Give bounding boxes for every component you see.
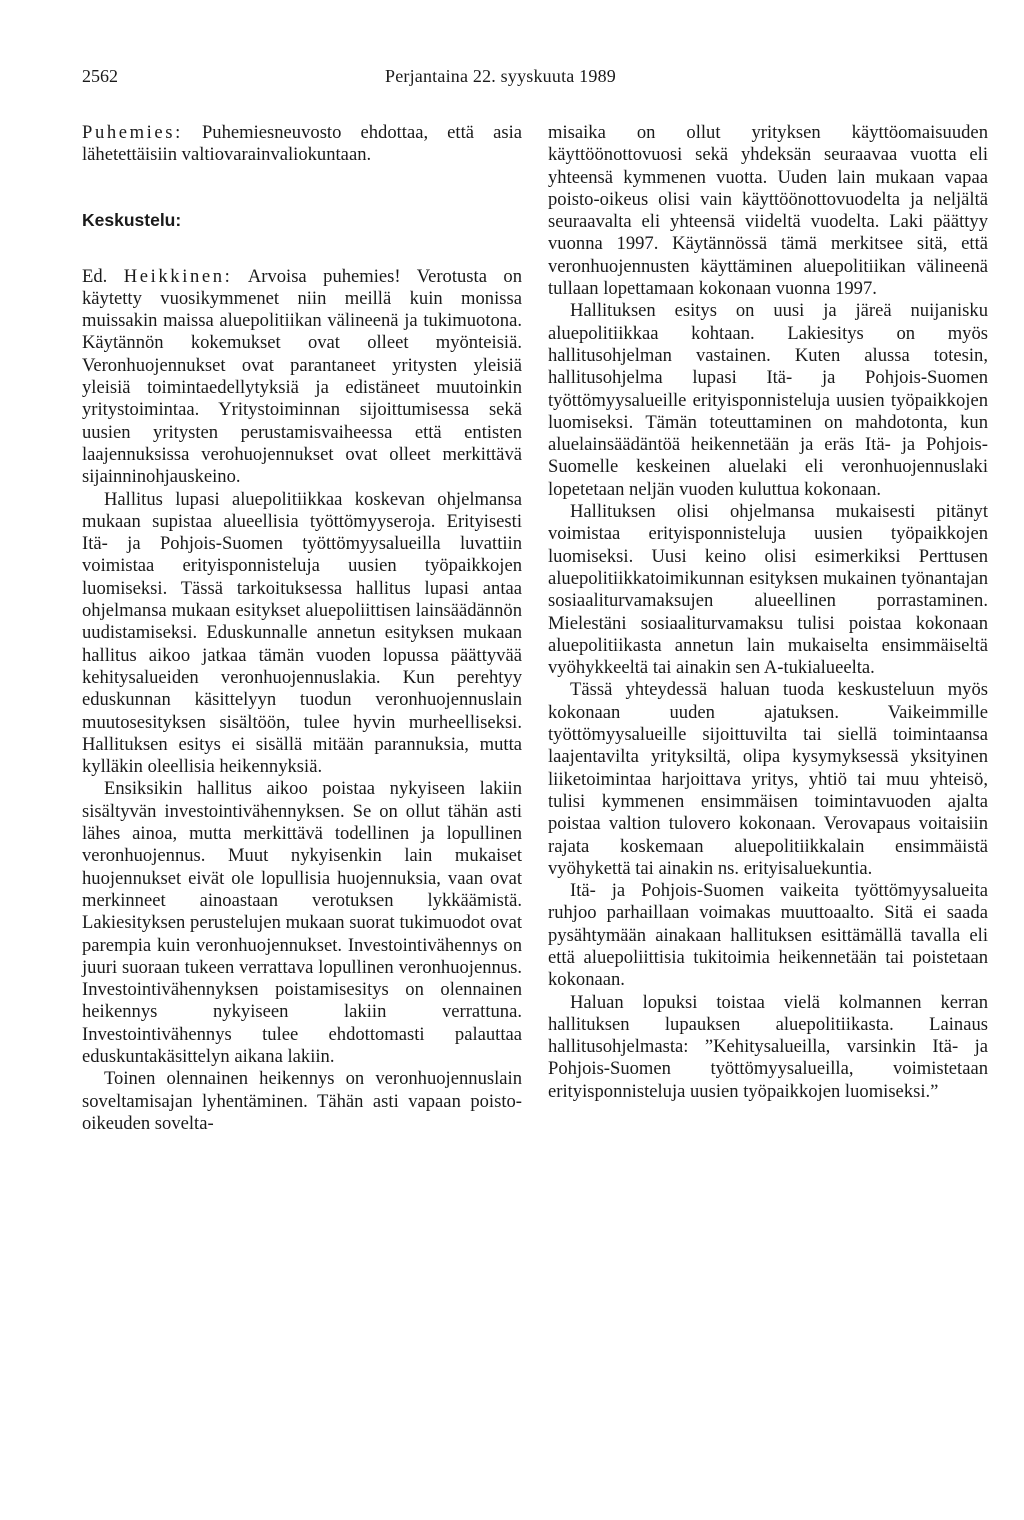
speech-paragraph-7: Hallituksen olisi ohjelmansa mukaisesti pitänyt voimistaa erityisponnisteluja uusien työpaikkojen luomiseksi. Uusi keino olisi esimerkiksi Perttusen aluepolitiikkatoimikunnan esityksen mukainen työnantajan sosiaaliturvamaksujen alueellinen porrastaminen. Mielestäni sosiaaliturvamaksu tulisi poistaa kokonaan aluepolitiikasta annetun lain mukaiselta ensimmäiseltä vyöhykkeeltä tai ainakin sen A-tukialueelta. — [548, 501, 988, 679]
section-heading-discussion: Keskustelu: — [82, 209, 182, 230]
speech-paragraph-6: Hallituksen esitys on uusi ja järeä nuijanisku aluepolitiikkaa kohtaan. Lakiesitys on myös hallitusohjelman vastainen. Kuten alussa totesin, hallitusohjelma lupasi Itä- ja Pohjois-Suomen työttömyysalueille erityisponnisteluja uusien työpaikkojen luomiseksi. Tämän toteuttaminen on mahdotonta, kun aluelainsäädäntöä heikennetään ja eräs Itä- ja Pohjois-Suomelle keskeinen aluelaki eli veronhuojennuslaki lopetetaan neljän vuoden kuluttua kokonaan. — [548, 300, 988, 500]
speech-paragraph-10: Haluan lopuksi toistaa vielä kolmannen kerran hallituksen lupauksen aluepolitiikasta. Lainaus hallitusohjelmasta: ”Kehitysalueilla, varsinkin Itä- ja Pohjois-Suomen työttömyysalueilla, voimistetaan erityisponnisteluja uusien työpaikkojen luomiseksi.” — [548, 991, 988, 1102]
chair-speaker-label: Puhemies: — [82, 122, 183, 143]
page-header — [82, 66, 952, 92]
speech-paragraph-1 — [82, 266, 522, 489]
right-column — [548, 122, 988, 1103]
speech-paragraph-9: Itä- ja Pohjois-Suomen vaikeita työttömyysalueita ruhjoo parhaillaan voimakas muuttoaalto. Sitä ei saada pysähtymään ainakaan hallituksen esittämällä tavalla eli että aluepoliittisia tukitoimia heikennetään tai poistetaan kokonaan. — [548, 880, 988, 991]
page-number: 2562 — [82, 66, 118, 86]
speech-paragraph-3: Ensiksikin hallitus aikoo poistaa nykyiseen lakiin sisältyvän investointivähennyksen. Se on ollut tähän asti lähes ainoa, mutta merkittävä todellinen ja lopullinen veronhuojennus. Muut nykyisenkin lain mukaiset huojennukset eivät ole lopullisia huojennuksia, vaan ovat merkinneet ainoastaan verotuksen lykkäämistä. Lakiesityksen perustelujen mukaan suorat tukimuodot ovat parempia kuin veronhuojennukset. Investointivähennys on juuri suoraan tukeen verrattava lopullinen veronhuojennus. Investointivähennyksen poistamisesitys on olennainen heikennys nykyiseen lakiin verrattuna. Investointivähennys tulee ehdottomasti palauttaa eduskuntakäsittelyn aikana lakiin. — [82, 778, 522, 1067]
speech-paragraph-2: Hallitus lupasi aluepolitiikkaa koskevan ohjelmansa mukaan supistaa alueellisia työttömyyseroja. Erityisesti Itä- ja Pohjois-Suomen työttömyysalueilla luvattiin voimistaa erityisponnisteluja uusien työpaikkojen luomiseksi. Tässä tarkoituksessa hallitus lupasi antaa ohjelmansa mukaan esitykset aluepoliittisen lainsäädännön uudistamiseksi. Eduskunnalle annetun esityksen mukaan hallitus aikoo jatkaa tämän vuoden lopussa päättyvää kehitysalueiden veronhuojennuslakia. Kun perehtyy eduskunnan käsittelyyn tuodun veronhuojennuslain muutosesityksen sisältöön, tulee hyvin murheelliseksi. Hallituksen esitys ei sisällä mitään parannuksia, mutta kylläkin oleellisia heikennyksiä. — [82, 488, 522, 778]
speech-paragraph-8: Tässä yhteydessä haluan tuoda keskusteluun myös kokonaan uuden ajatuksen. Vaikeimmille työttömyysalueille sijoittuvilta tai siellä toimintaansa laajentavilta yrityksiltä, olipa kysymyksessä yksityinen liiketoimintaa harjoittava yritys, yhtiö tai muu yhteisö, tulisi kymmenen ensimmäisen toimintavuoden ajalta poistaa valtion tulovero kokonaan. Verovapaus voitaisiin rajata koskemaan aluepolitiikkalain ensimmäistä vyöhykettä tai ainakin ns. erityisaluekuntia. — [548, 679, 988, 879]
speaker-name: Heikkinen: — [123, 265, 233, 287]
left-column — [82, 122, 522, 1135]
speech-paragraph-5: misaika on ollut yrityksen käyttöomaisuuden käyttöönottovuosi sekä yhdeksän seuraavaa vuotta eli yhteensä kymmenen vuotta. Uuden lain mukaan vapaa poisto-oikeus olisi vain käyttöönottovuodelta ja neljältä seuraavalta eli yhteensä viideltä vuodelta. Laki päättyy vuonna 1997. Käytännössä tämä merkitsee sitä, että veronhuojennusten käyttäminen aluepolitiikan välineenä tullaan lopettamaan kokonaan vuonna 1997. — [548, 122, 988, 300]
speaker-prefix: Ed. — [82, 265, 124, 287]
chair-statement — [82, 122, 522, 167]
speech-paragraph-4: Toinen olennainen heikennys on veronhuojennuslain soveltamisajan lyhentäminen. Tähän asti vapaan poisto-oikeuden sovelta- — [82, 1068, 522, 1134]
page-date-line: Perjantaina 22. syyskuuta 1989 — [385, 66, 616, 86]
chair-statement-text: Puhemiesneuvosto ehdottaa, että asia lähetettäisiin valtiovarainvaliokuntaan. — [82, 122, 522, 166]
speech-paragraph-1-text: Arvoisa puhemies! Verotusta on käytetty vuosikymmenet niin meillä kuin monissa muissakin maissa aluepolitiikan välineenä ja tukimuotona. Käytännön kokemukset ovat olleet myönteisiä. Veronhuojennukset ovat parantaneet yritysten yleisiä yleisiä toimintaedellytyksiä ja edistäneet muutoinkin yritystoimintaa. Yritystoiminnan sijoittumisessa sekä uusien yritysten perustamisvaiheessa että entisten laajennuksissa verohuojennukset ovat olleet merkittävä sijainninohjauskeino. — [82, 265, 522, 488]
